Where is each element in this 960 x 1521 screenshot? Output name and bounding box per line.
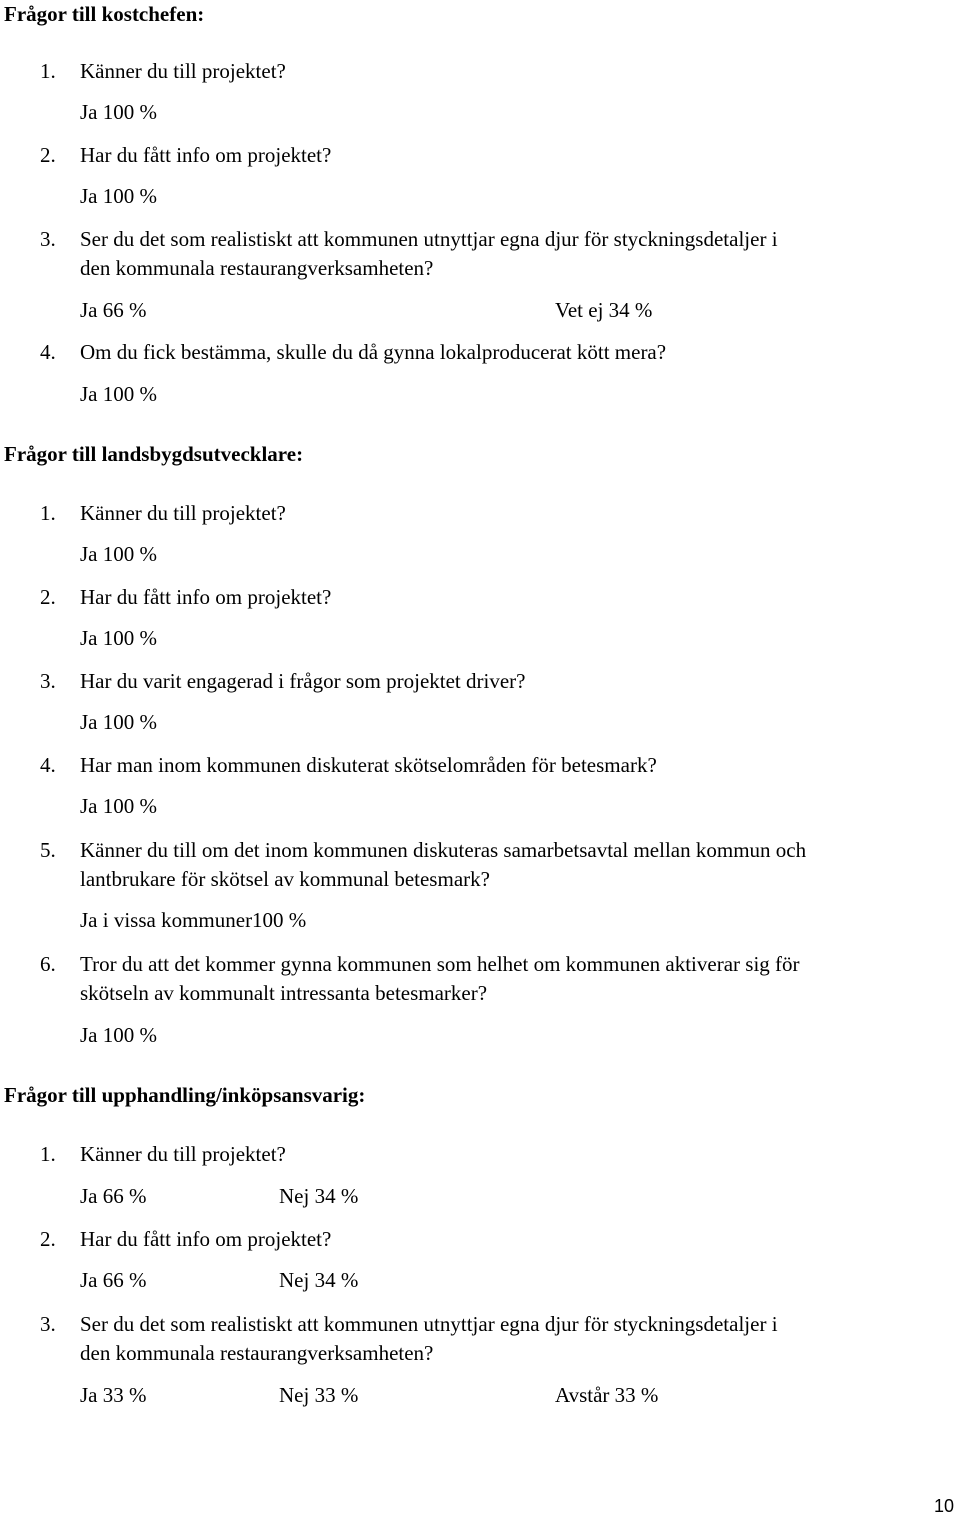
- question-text-continued: den kommunala restaurangverksamheten?: [80, 256, 434, 280]
- question-number: 1.: [40, 59, 56, 83]
- question-text: Känner du till projektet?: [80, 1142, 286, 1166]
- answer: Ja 100 %: [80, 382, 157, 406]
- question-text: Har du varit engagerad i frågor som projektet driver?: [80, 669, 526, 693]
- answer: Ja 66 %: [80, 1184, 147, 1208]
- question-number: 1.: [40, 1142, 56, 1166]
- question-text-continued: lantbrukare för skötsel av kommunal betesmark?: [80, 867, 490, 891]
- question-text: Tror du att det kommer gynna kommunen som helhet om kommunen aktiverar sig för: [80, 952, 800, 976]
- answer: Ja 100 %: [80, 100, 157, 124]
- question-number: 5.: [40, 838, 56, 862]
- answer: Ja 100 %: [80, 184, 157, 208]
- question-number: 2.: [40, 1227, 56, 1251]
- question-text: Känner du till projektet?: [80, 59, 286, 83]
- question-number: 3.: [40, 669, 56, 693]
- section-heading-kostchefen: Frågor till kostchefen:: [4, 2, 205, 26]
- answer: Ja 100 %: [80, 794, 157, 818]
- answer: Ja 100 %: [80, 542, 157, 566]
- answer: Avstår 33 %: [555, 1383, 659, 1407]
- answer: Ja 100 %: [80, 710, 157, 734]
- answer: Ja 33 %: [80, 1383, 147, 1407]
- question-text: Känner du till om det inom kommunen diskuteras samarbetsavtal mellan kommun och: [80, 838, 807, 862]
- answer: Nej 33 %: [279, 1383, 359, 1407]
- answer: Ja 66 %: [80, 298, 147, 322]
- question-number: 6.: [40, 952, 56, 976]
- question-number: 4.: [40, 340, 56, 364]
- question-text: Har du fått info om projektet?: [80, 585, 332, 609]
- answer: Ja 100 %: [80, 626, 157, 650]
- question-number: 3.: [40, 227, 56, 251]
- answer: Nej 34 %: [279, 1184, 359, 1208]
- answer: Nej 34 %: [279, 1268, 359, 1292]
- question-number: 3.: [40, 1312, 56, 1336]
- question-text: Har du fått info om projektet?: [80, 143, 332, 167]
- question-text-continued: den kommunala restaurangverksamheten?: [80, 1341, 434, 1365]
- question-text: Om du fick bestämma, skulle du då gynna lokalproducerat kött mera?: [80, 340, 667, 364]
- answer: Vet ej 34 %: [555, 298, 653, 322]
- answer: Ja 66 %: [80, 1268, 147, 1292]
- question-number: 1.: [40, 501, 56, 525]
- section-heading-landsbygdsutvecklare: Frågor till landsbygdsutvecklare:: [4, 442, 304, 466]
- answer: Ja 100 %: [80, 1023, 157, 1047]
- question-text: Känner du till projektet?: [80, 501, 286, 525]
- question-number: 2.: [40, 143, 56, 167]
- question-number: 4.: [40, 753, 56, 777]
- question-text: Ser du det som realistiskt att kommunen utnyttjar egna djur för styckningsdetaljer i: [80, 227, 778, 251]
- section-heading-upphandling: Frågor till upphandling/inköpsansvarig:: [4, 1083, 366, 1107]
- question-text: Ser du det som realistiskt att kommunen utnyttjar egna djur för styckningsdetaljer i: [80, 1312, 778, 1336]
- question-number: 2.: [40, 585, 56, 609]
- page-number: 10: [934, 1496, 955, 1516]
- question-text: Har man inom kommunen diskuterat skötselområden för betesmark?: [80, 753, 657, 777]
- question-text: Har du fått info om projektet?: [80, 1227, 332, 1251]
- question-text-continued: skötseln av kommunalt intressanta betesmarker?: [80, 981, 488, 1005]
- answer: Ja i vissa kommuner100 %: [80, 908, 307, 932]
